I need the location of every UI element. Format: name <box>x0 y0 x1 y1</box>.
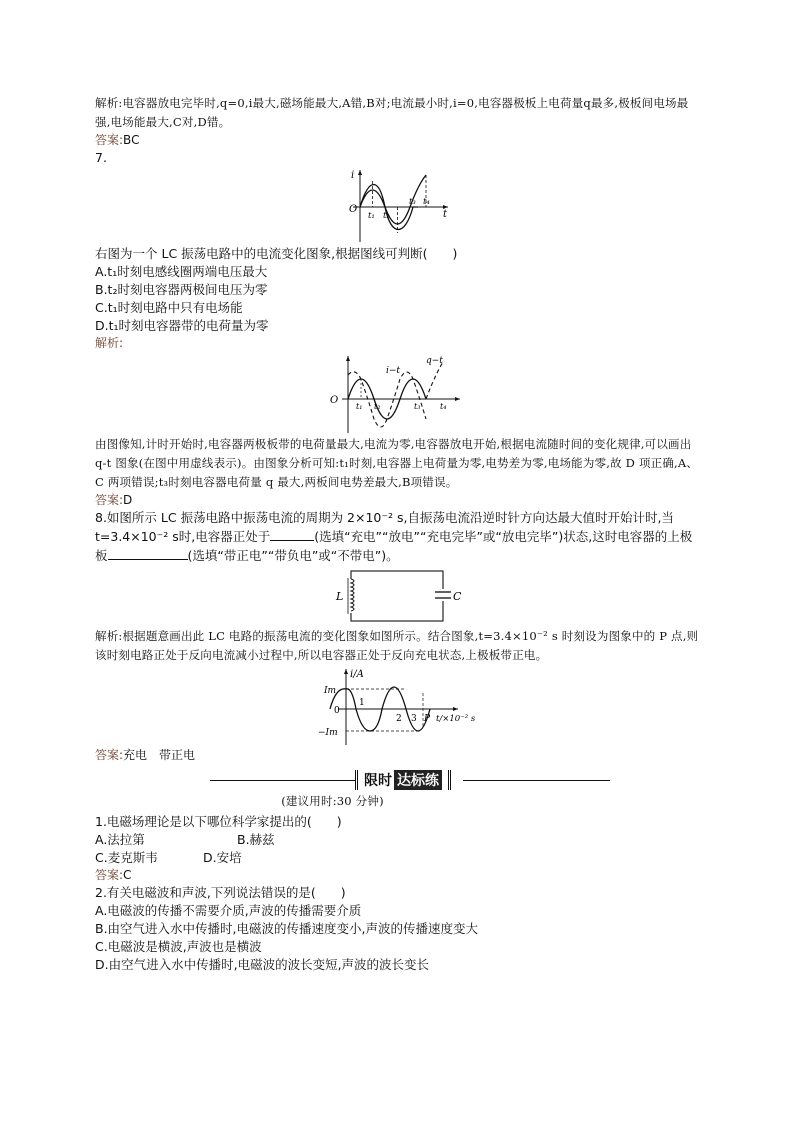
question-8-explanation: 解析:根据题意画出此 LC 电路的振荡电流的变化图象如图所示。结合图象,t=3.4×10⁻² s 时刻设为图象中的 P 点,则该时刻电路正处于反向电流减小过程中,所以电容器正处于反向充电状态,上极板带正电。 <box>95 628 699 662</box>
section-banner <box>95 770 700 792</box>
figure-q7-q-t-graph <box>328 353 468 435</box>
tick-t4: t₄ <box>422 197 430 207</box>
question-7-stem: 右图为一个 LC 振荡电路中的电流变化图象,根据图线可判断( ) <box>95 246 458 261</box>
banner-title-b: 达标练 <box>394 770 442 790</box>
tick-t3: t₃ <box>408 197 416 207</box>
figure-q7-current-graph <box>343 167 453 245</box>
test-1-options-row-2 <box>95 849 700 867</box>
graph-axis-t: t/×10⁻² s <box>435 713 475 724</box>
figure-q8-current-graph <box>308 665 488 747</box>
banner-line-left <box>210 780 355 781</box>
page-content <box>95 94 700 974</box>
graph-zero: 0 <box>333 705 340 716</box>
question-8-answer: 答案:充电 带正电 <box>95 747 196 762</box>
graph-Im: Im <box>323 685 336 696</box>
banner-subtitle: (建议用时:30 分钟) <box>281 793 384 808</box>
test-2-option-c: C.电磁波是横波,声波也是横波 <box>95 938 262 954</box>
axis-label-i: i <box>350 170 354 181</box>
tick-t1: t₁ <box>367 211 375 221</box>
test-1-answer: 答案:C <box>95 867 132 882</box>
graph-axis-i: i/A <box>349 668 364 680</box>
fig2-t3: t₃ <box>413 401 420 411</box>
question-7-option-a: A.t₁时刻电感线圈两端电压最大 <box>95 264 268 279</box>
graph-point-P: P <box>423 713 430 724</box>
test-2-option-a: A.电磁波的传播不需要介质,声波的传播需要介质 <box>95 902 362 918</box>
question-7-explanation-label: 解析: <box>95 336 124 350</box>
graph-tick-1: 1 <box>358 697 365 708</box>
question-7-option-c: C.t₁时刻电路中只有电场能 <box>95 300 243 315</box>
fig2-it-label: i−t <box>385 365 400 376</box>
question-7-answer: 答案:D <box>95 492 133 507</box>
fig2-t2: t₂ <box>373 401 380 411</box>
question-7-number: 7. <box>95 150 107 165</box>
test-1-options-row-1 <box>95 831 700 849</box>
test-2-option-d: D.由空气进入水中传播时,电磁波的波长变短,声波的波长变长 <box>95 956 430 972</box>
tick-t2: t₂ <box>382 211 390 221</box>
banner-line-right <box>463 780 610 781</box>
graph-neg-Im: −Im <box>317 727 338 738</box>
question-7-option-b: B.t₂时刻电容器两极间电压为零 <box>95 282 268 297</box>
fig2-origin: O <box>329 394 338 406</box>
explanation-prev: 解析:电容器放电完毕时,q=0,i最大,磁场能最大,A错,B对;电流最小时,i=0,电容器极板上电荷量q最多,极板间电场最强,电场能最大,C对,D错。 <box>95 96 689 129</box>
banner-title <box>355 770 451 790</box>
fig2-t4: t₄ <box>439 401 446 411</box>
banner-title-a: 限时 <box>364 772 392 789</box>
axis-label-t: t <box>442 209 447 220</box>
origin-label: O <box>348 204 357 215</box>
test-1-stem: 1.电磁场理论是以下哪位科学家提出的( ) <box>95 813 342 829</box>
blank-1 <box>270 527 314 541</box>
fig2-qt-label: q−t <box>425 355 443 366</box>
test-1-option-b: B.赫兹 <box>237 831 275 847</box>
test-2-option-b: B.由空气进入水中传播时,电磁波的传播速度变小,声波的传播速度变大 <box>95 920 478 936</box>
test-1-option-d: D.安培 <box>203 849 242 865</box>
question-8-stem: 8.如图所示 LC 振荡电路中振荡电流的周期为 2×10⁻² s,自振荡电流沿逆时针方向达最大值时开始计时,当 t=3.4×10⁻² s时,电容器正处于 (选填“充电”“放电”“充电完毕”或“放电完毕”)状态,这时电容器的上极板 (选填“带正电”“带负电”或“不带电”)。 <box>95 509 693 563</box>
figure-q8-lc-circuit <box>333 565 463 627</box>
question-7-explanation: 由图像知,计时开始时,电容器两极板带的电荷量最大,电流为零,电容器放电开始,根据电流随时间的变化规律,可以画出 q-t 图象(在图中用虚线表示)。由图象分析可知:t₁时刻,电容器上电荷量为零,电势差为零,电场能为零,故 D 项正确,A、C 两项错误;t₃时刻电容器电荷量 q 最大,两板间电势差最大,B项错误。 <box>95 436 699 489</box>
test-1-option-a: A.法拉第 <box>95 831 145 847</box>
label-L: L <box>335 589 343 603</box>
question-7-option-d: D.t₁时刻电容器带的电荷量为零 <box>95 318 269 333</box>
test-2-stem: 2.有关电磁波和声波,下列说法错误的是( ) <box>95 884 346 900</box>
answer-prev: 答案:BC <box>95 133 140 147</box>
label-C: C <box>452 589 461 603</box>
graph-tick-3: 3 <box>410 713 417 724</box>
blank-2 <box>108 546 188 560</box>
fig2-t1: t₁ <box>355 401 362 411</box>
graph-tick-2: 2 <box>395 713 402 724</box>
test-1-option-c: C.麦克斯韦 <box>95 849 158 865</box>
